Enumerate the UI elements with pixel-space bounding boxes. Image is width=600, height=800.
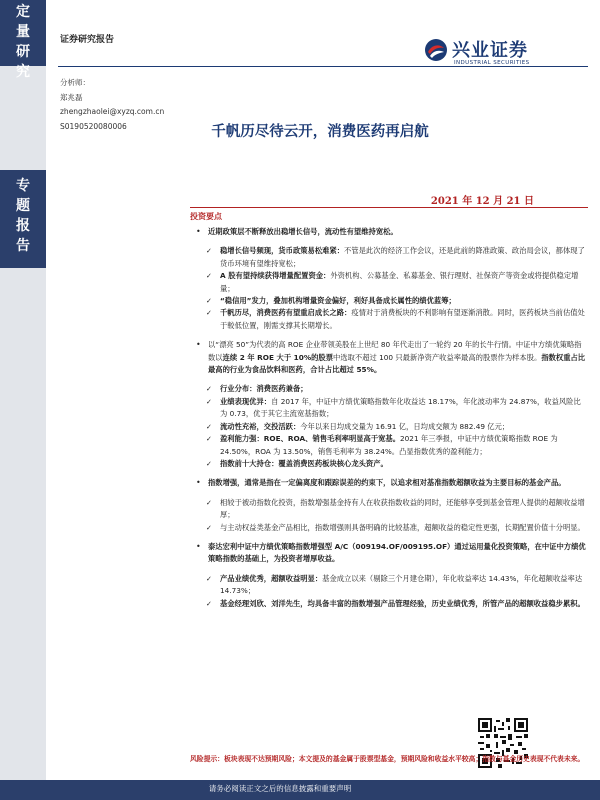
logo-text-cn: 兴业证券 (452, 40, 528, 61)
check-icon: ✓ (206, 247, 212, 256)
sub-point (190, 396, 586, 421)
sub-point-bold: 产品业绩优秀，超额收益明显： (220, 573, 323, 583)
sub-point-text: 今年以来日均成交量为 16.91 亿，日均成交额为 882.49 亿元； (300, 421, 510, 431)
key-point-text: 中选取不超过 100 只最新净资产收益率最高的股票作为样本股。 (333, 352, 542, 362)
sub-point (190, 383, 586, 395)
key-point (190, 339, 586, 376)
sub-point-bold: 盈利能力强：ROE、ROA、销售毛利率明显高于宽基。 (220, 434, 401, 444)
sub-point-list (190, 497, 586, 534)
check-icon: ✓ (206, 385, 212, 394)
report-type-label: 证券研究报告 (60, 35, 115, 45)
key-point (190, 226, 586, 238)
footer-disclaimer: 请务必阅读正文之后的信息披露和重要声明 (208, 784, 352, 793)
key-point (190, 477, 586, 489)
logo-mark-icon (424, 38, 448, 62)
sub-point (190, 421, 586, 433)
sub-point-text: 基金成立以来（剔除三个月建仓期），年化收益率达 14.43%，年化超额收益率达 14.73%； (220, 573, 583, 596)
sub-point (190, 497, 586, 522)
analyst-name: 郑兆磊 (60, 92, 83, 102)
sub-point-bold: 行业分布：消费医药兼备； (220, 384, 308, 394)
sub-point (190, 270, 586, 295)
sub-point-text: 不管是此次的经济工作会议，还是此前的降准政策、政治局会议，都体现了货币环境有望维持宽松； (220, 246, 585, 268)
date-divider (190, 207, 588, 208)
key-point-text: 指数增强，通常是指在一定偏离度和跟踪误差的约束下，以追求相对基准指数超额收益为主要目标的基金产品。 (208, 478, 566, 488)
sub-point-bold: 业绩表现优异： (220, 396, 272, 406)
key-point-bold: 连续 2 年 ROE 大于 10%的股票 (222, 352, 334, 362)
sub-point-bold: 稳增长信号频现，货币政策易松难紧： (220, 246, 345, 256)
section-heading: 投资要点 (190, 212, 222, 221)
report-title: 千帆历尽待云开，消费医药再启航 (211, 123, 429, 140)
sub-point (190, 522, 586, 534)
check-icon: ✓ (206, 498, 212, 507)
sub-point-bold: 基金经理刘欣、刘洋先生，均具备丰富的指数增强产品管理经验，历史业绩优秀，所管产品的超额收益稳步累积。 (220, 598, 585, 608)
sub-point-bold: 千帆历尽，消费医药有望重启成长之路： (220, 308, 352, 318)
key-point-text: 近期政策层不断释放出稳增长信号，流动性有望维持宽松。 (208, 227, 398, 236)
sub-point-text: 与主动权益类基金产品相比，指数增强则具备明确的比较基准，超额收益的稳定性更强，长期配置价值十分明显。 (220, 522, 585, 532)
sub-point (190, 433, 586, 458)
sub-point-text: 外资机构、公募基金、私募基金、银行理财、社保资产等资金或将提供稳定增量； (220, 271, 579, 293)
sub-point-list (190, 383, 586, 470)
sub-point-bold: A 股有望持续获得增量配置资金： (220, 271, 331, 281)
sub-point (190, 458, 586, 470)
sub-point-text: 疫情对于消费板块的不利影响有望逐渐消散。同时，医药板块当前估值处于較低位置，刚需支撑其长期增长。 (220, 308, 585, 330)
sidebar-char: 告 (16, 238, 30, 254)
sub-point-list (190, 573, 586, 610)
check-icon: ✓ (206, 459, 212, 468)
sidebar-char: 究 (16, 64, 30, 80)
sidebar-char: 量 (16, 24, 30, 40)
key-point-bold: 指数权重占比最高的行业为食品饮料和医药，合计占比超过 55%。 (208, 352, 586, 375)
sidebar-char: 定 (16, 4, 30, 20)
key-points (190, 226, 586, 617)
sub-point-list (190, 245, 586, 332)
sidebar-char: 研 (16, 44, 30, 60)
check-icon: ✓ (206, 574, 212, 583)
sub-point (190, 598, 586, 610)
check-icon: ✓ (206, 297, 212, 306)
sidebar-category-label (0, 0, 46, 80)
check-icon: ✓ (206, 272, 212, 281)
sidebar-char: 专 (16, 178, 30, 194)
analyst-cert: S0190520080006 (60, 121, 127, 131)
sub-point (190, 307, 586, 332)
check-icon: ✓ (206, 599, 212, 608)
analyst-label: 分析师： (60, 78, 90, 87)
sub-point-text: 自 2017 年，中证中方绩优策略指数年化收益达 18.17%，年化波动率为 24.87%，收益风险比为 0.73，优于其它主流宽基指数； (220, 396, 581, 419)
sub-point-text: 2021 年三季报，中证中方绩优策略指数 ROE 为 24.50%，ROA 为 13.50%，销售毛利率为 38.24%。凸显指数优秀的盈利能力； (220, 434, 558, 456)
risk-warning: 风险提示：板块表现不达预期风险；本文提及的基金属于股票型基金，预期风险和收益水平较高；指数与基金历史表现不代表未来。 (190, 755, 585, 763)
sub-point-text: 相较于被动指数化投资，指数增强基金持有人在收获指数收益的同时，还能够享受到基金管理人提供的超额收益增厚； (220, 497, 585, 520)
sub-point (190, 245, 586, 270)
check-icon: ✓ (206, 523, 212, 532)
check-icon: ✓ (206, 397, 212, 406)
header-divider (58, 66, 588, 67)
check-icon: ✓ (206, 435, 212, 444)
sidebar-char: 题 (16, 198, 30, 214)
check-icon: ✓ (206, 309, 212, 318)
sidebar-report-type-label (0, 170, 46, 268)
sub-point-bold: “稳信用”发力，叠加机构增量资金偏好，利好具备成长属性的绩优蓝筹； (220, 296, 456, 306)
sub-point (190, 573, 586, 598)
sub-point-bold: 指数前十大持仓：覆盖消费医药板块核心龙头资产。 (220, 458, 388, 468)
report-date: 2021 年 12 月 21 日 (430, 196, 534, 207)
key-point-text: 以“漂亮 50”为代表的高 ROE 企业带领美股在上世纪 80 年代走出了一轮约 20 年的长牛行情。中证中方绩优策略指数以 (208, 340, 582, 362)
check-icon: ✓ (206, 422, 212, 431)
sidebar-char: 报 (16, 218, 30, 234)
analyst-email: zhengzhaolei@xyzq.com.cn (60, 107, 165, 116)
key-point-text: 泰达宏利中证中方绩优策略指数增强型 A/C（009194.OF/009195.OF）通过运用量化投资策略，在中证中方绩优策略指数的基础上，为投资者增厚收益。 (208, 541, 586, 564)
key-point (190, 541, 586, 566)
sub-point-bold: 流动性充裕，交投活跃： (220, 421, 301, 431)
sub-point (190, 295, 586, 307)
logo-text-en: INDUSTRIAL SECURITIES (454, 60, 530, 66)
